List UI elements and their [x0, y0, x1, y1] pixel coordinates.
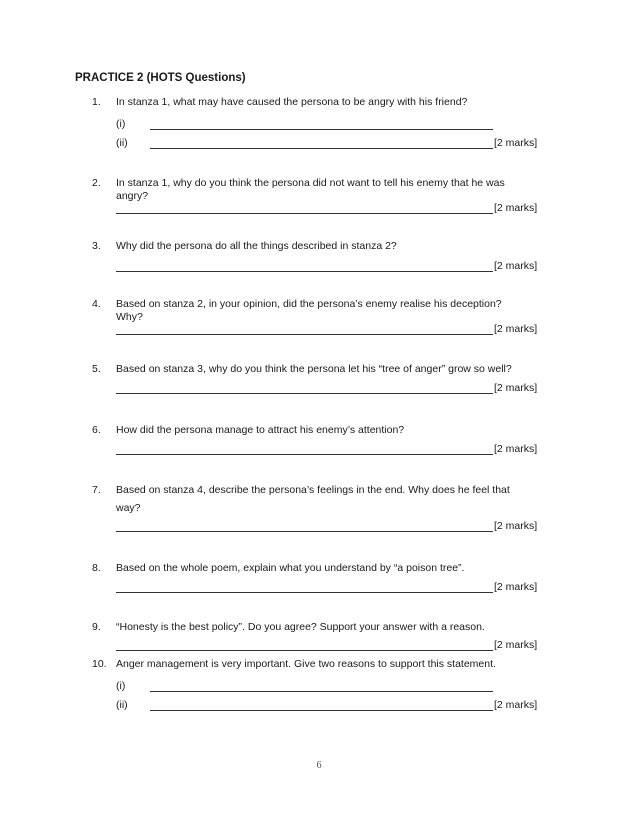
question-text: In stanza 1, what may have caused the persona to be angry with his friend?	[116, 96, 468, 108]
answer-line[interactable]	[116, 382, 493, 394]
answer-line-i[interactable]	[150, 118, 493, 130]
question-text-cont: Why?	[116, 311, 143, 323]
marks-label: [2 marks]	[494, 639, 538, 651]
question-number: 2.	[92, 177, 101, 189]
question-number: 3.	[92, 240, 101, 252]
question-text: Based on stanza 4, describe the persona’s feelings in the end. Why does he feel that	[116, 484, 510, 496]
answer-line[interactable]	[116, 260, 493, 272]
question-text-cont: angry?	[116, 190, 149, 202]
answer-line[interactable]	[116, 443, 493, 455]
answer-line[interactable]	[116, 323, 493, 335]
sub-label-i: (i)	[116, 118, 126, 130]
question-number: 5.	[92, 363, 101, 375]
question-number: 10.	[92, 658, 107, 670]
question-number: 9.	[92, 621, 101, 633]
answer-line-ii[interactable]	[150, 137, 493, 149]
marks-label: [2 marks]	[494, 382, 538, 394]
sub-label-i: (i)	[116, 680, 126, 692]
marks-label: [2 marks]	[494, 699, 538, 711]
question-number: 7.	[92, 484, 101, 496]
question-number: 4.	[92, 298, 101, 310]
question-number: 8.	[92, 562, 101, 574]
answer-line[interactable]	[116, 520, 493, 532]
answer-line-ii[interactable]	[150, 699, 493, 711]
question-number: 1.	[92, 96, 101, 108]
question-text: Why did the persona do all the things described in stanza 2?	[116, 240, 397, 252]
sub-label-ii: (ii)	[116, 699, 128, 711]
page-number: 6	[316, 760, 322, 771]
question-text: In stanza 1, why do you think the persona did not want to tell his enemy that he was	[116, 177, 505, 189]
question-text: “Honesty is the best policy”. Do you agree? Support your answer with a reason.	[116, 621, 485, 633]
marks-label: [2 marks]	[494, 137, 538, 149]
marks-label: [2 marks]	[494, 581, 538, 593]
sub-label-ii: (ii)	[116, 137, 128, 149]
question-text: Anger management is very important. Give two reasons to support this statement.	[116, 658, 496, 670]
marks-label: [2 marks]	[494, 323, 538, 335]
marks-label: [2 marks]	[494, 202, 538, 214]
question-number: 6.	[92, 424, 101, 436]
question-text: How did the persona manage to attract his enemy’s attention?	[116, 424, 405, 436]
question-text: Based on the whole poem, explain what you understand by “a poison tree”.	[116, 562, 465, 574]
marks-label: [2 marks]	[494, 520, 538, 532]
question-text-cont: way?	[116, 502, 141, 514]
answer-line-i[interactable]	[150, 680, 493, 692]
question-text: Based on stanza 2, in your opinion, did the persona’s enemy realise his deception?	[116, 298, 502, 310]
page-heading: PRACTICE 2 (HOTS Questions)	[75, 72, 246, 84]
answer-line[interactable]	[116, 202, 493, 214]
marks-label: [2 marks]	[494, 443, 538, 455]
marks-label: [2 marks]	[494, 260, 538, 272]
question-text: Based on stanza 3, why do you think the persona let his “tree of anger” grow so well?	[116, 363, 512, 375]
answer-line[interactable]	[116, 581, 493, 593]
answer-line[interactable]	[116, 639, 493, 651]
